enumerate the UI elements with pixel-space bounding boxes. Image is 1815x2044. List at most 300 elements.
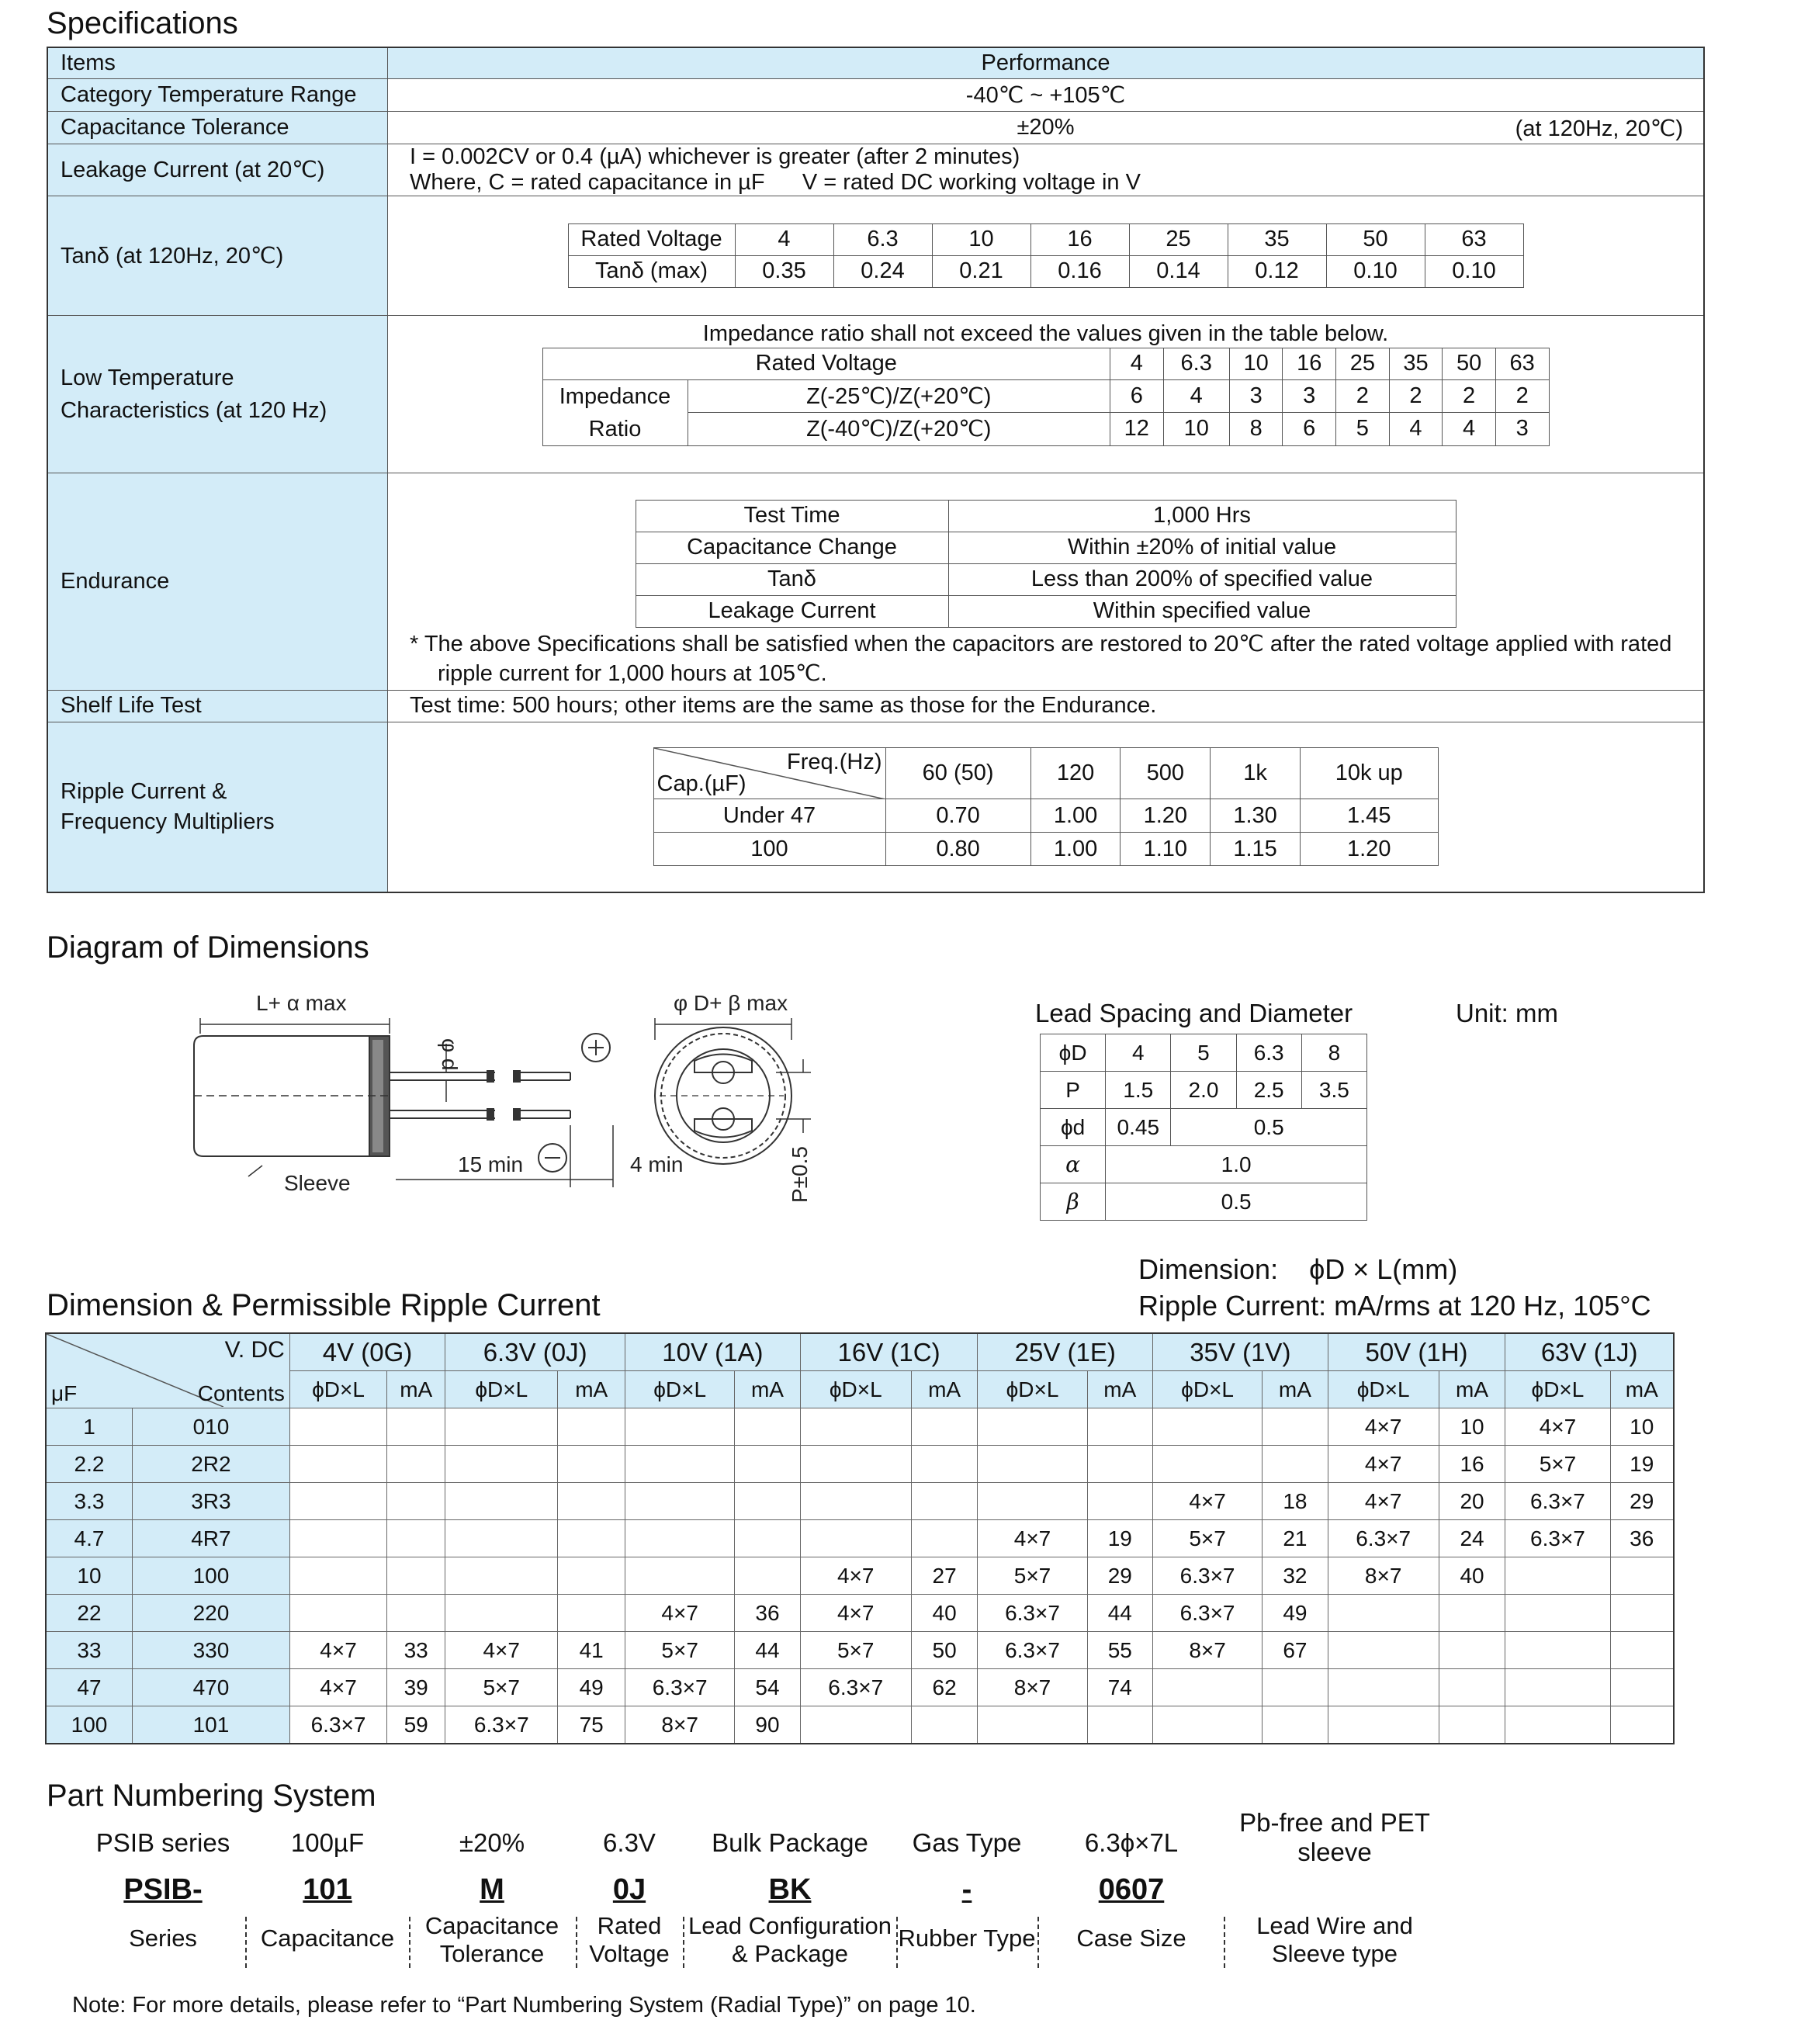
dl-cell: 6.3×7: [1328, 1520, 1439, 1557]
dl-cell: 8×7: [1328, 1557, 1439, 1595]
ripple-table-title: Dimension & Permissible Ripple Current: [47, 1288, 601, 1322]
ma-header: mA: [1610, 1371, 1674, 1408]
dl-cell: [1153, 1446, 1263, 1483]
code-cell: 101: [133, 1706, 290, 1744]
tand-voltage-2: 10: [932, 223, 1030, 255]
ma-cell: [558, 1520, 625, 1557]
ma-cell: 10: [1610, 1408, 1674, 1446]
ma-cell: [911, 1446, 978, 1483]
ma-cell: 36: [735, 1595, 800, 1632]
ripple-current-note: Ripple Current: mA/rms at 120 Hz, 105°C: [1138, 1290, 1651, 1322]
separator: [576, 1917, 577, 1968]
tand-value-0: 0.35: [735, 255, 833, 287]
dl-cell: [1153, 1706, 1263, 1744]
ma-cell: [1610, 1706, 1674, 1744]
end-cap-change-label: Capacitance Change: [636, 532, 948, 563]
lt-beta-value: 0.5: [1106, 1183, 1367, 1221]
dl-cell: 4×7: [1328, 1446, 1439, 1483]
ma-cell: [558, 1483, 625, 1520]
dl-cell: [445, 1408, 558, 1446]
code-cell: 330: [133, 1632, 290, 1669]
dl-cell: [625, 1446, 735, 1483]
dl-header: ϕD×L: [625, 1371, 735, 1408]
ma-header: mA: [911, 1371, 978, 1408]
lt-P-4: 3.5: [1301, 1072, 1366, 1109]
part-code-0: PSIB-: [123, 1873, 203, 1906]
part-desc-0: PSIB series: [95, 1828, 230, 1857]
dl-cell: 5×7: [800, 1632, 911, 1669]
dl-cell: 6.3×7: [289, 1706, 386, 1744]
endurance-cell: [388, 473, 1705, 690]
lead-spacing-table: [1040, 1034, 1367, 1221]
part-field-2: Capacitance Tolerance: [424, 1912, 559, 1967]
rm-freq-0: 60 (50): [885, 748, 1030, 799]
cap-tol-label: Capacitance Tolerance: [47, 111, 388, 144]
lt-D-8: 8: [1301, 1034, 1366, 1072]
lt-alpha-value: 1.0: [1106, 1146, 1367, 1183]
ma-cell: 75: [558, 1706, 625, 1744]
dl-cell: [978, 1408, 1087, 1446]
uf-cell: 4.7: [46, 1520, 133, 1557]
dl-cell: [800, 1706, 911, 1744]
impedance-label: Impedance: [559, 383, 671, 409]
dl-cell: 6.3×7: [978, 1595, 1087, 1632]
uf-cell: 100: [46, 1706, 133, 1744]
endurance-table: [636, 500, 1457, 628]
dl-cell: [978, 1446, 1087, 1483]
tand-value-1: 0.24: [833, 255, 932, 287]
dl-cell: [1153, 1669, 1263, 1706]
code-cell: 3R3: [133, 1483, 290, 1520]
ma-cell: 19: [1610, 1446, 1674, 1483]
dl-cell: 6.3×7: [625, 1669, 735, 1706]
ma-header: mA: [387, 1371, 445, 1408]
voltage-header-6: 50V (1H): [1328, 1333, 1505, 1371]
ma-cell: [1439, 1632, 1505, 1669]
code-cell: 2R2: [133, 1446, 290, 1483]
lt-z40-3: 6: [1283, 413, 1336, 446]
ma-cell: [735, 1408, 800, 1446]
voltage-header-4: 25V (1E): [978, 1333, 1153, 1371]
code-cell: 010: [133, 1408, 290, 1446]
dl-cell: 5×7: [1153, 1520, 1263, 1557]
uf-cell: 33: [46, 1632, 133, 1669]
tand-value-2: 0.21: [932, 255, 1030, 287]
dl-cell: 6.3×7: [1505, 1483, 1610, 1520]
rm-freq-4: 10k up: [1300, 748, 1438, 799]
dl-cell: 8×7: [625, 1706, 735, 1744]
dl-cell: 6.3×7: [445, 1706, 558, 1744]
dl-cell: 8×7: [978, 1669, 1087, 1706]
part-code-5: -: [961, 1873, 972, 1906]
ma-cell: 18: [1263, 1483, 1328, 1520]
separator: [896, 1917, 898, 1968]
lt-voltage-1: 6.3: [1163, 348, 1229, 379]
endurance-note-line2: ripple current for 1,000 hours at 105℃.: [438, 660, 827, 686]
rm-100-4: 1.20: [1300, 833, 1438, 866]
lt-alpha-label: α: [1041, 1146, 1106, 1183]
end-test-time-label: Test Time: [636, 500, 948, 532]
lt-P-label: P: [1041, 1072, 1106, 1109]
lt-z40-1: 10: [1163, 413, 1229, 446]
endurance-note-line1: * The above Specifications shall be satisfied when the capacitors are restored to 20℃ after the rated voltage applied with rated: [410, 631, 1672, 657]
lt-d-rest: 0.5: [1171, 1109, 1367, 1146]
dl-cell: 8×7: [1153, 1632, 1263, 1669]
cap-tol-cell: [388, 111, 1705, 144]
ma-cell: [1087, 1408, 1152, 1446]
part-code-4: BK: [768, 1873, 812, 1906]
ma-cell: 19: [1087, 1520, 1152, 1557]
ma-cell: [1263, 1446, 1328, 1483]
specifications-table: [47, 47, 1705, 893]
shelf-label: Shelf Life Test: [47, 690, 388, 722]
part-desc-7: Pb-free and PET sleeve: [1239, 1808, 1430, 1866]
ma-cell: 10: [1439, 1408, 1505, 1446]
lt-beta-label: β: [1041, 1183, 1106, 1221]
ripple-mult-line1: Ripple Current &: [61, 778, 227, 804]
ma-cell: [387, 1595, 445, 1632]
dl-cell: 4×7: [800, 1595, 911, 1632]
voltage-header-7: 63V (1J): [1505, 1333, 1674, 1371]
ma-cell: 16: [1439, 1446, 1505, 1483]
end-leakage-value: Within specified value: [948, 595, 1456, 627]
dl-cell: 4×7: [978, 1520, 1087, 1557]
ma-cell: 90: [735, 1706, 800, 1744]
voltage-header-2: 10V (1A): [625, 1333, 801, 1371]
dl-cell: [800, 1446, 911, 1483]
tand-value-6: 0.10: [1326, 255, 1425, 287]
lowtemp-note: Impedance ratio shall not exceed the values given in the table below.: [702, 320, 1389, 346]
contents-label: Contents: [197, 1381, 285, 1405]
dl-cell: 6.3×7: [978, 1632, 1087, 1669]
part-field-4: Lead Configuration & Package: [688, 1912, 892, 1967]
dl-cell: 4×7: [1505, 1408, 1610, 1446]
lt-D-4: 4: [1106, 1034, 1171, 1072]
lt-z40-0: 12: [1110, 413, 1163, 446]
separator: [409, 1917, 410, 1968]
lt-z25-1: 4: [1163, 379, 1229, 413]
ma-cell: 21: [1263, 1520, 1328, 1557]
uf-cell: 47: [46, 1669, 133, 1706]
dl-cell: [1328, 1669, 1439, 1706]
ma-cell: [1263, 1408, 1328, 1446]
dl-cell: [625, 1408, 735, 1446]
dl-cell: 4×7: [289, 1632, 386, 1669]
capacitor-drawing: [186, 986, 838, 1218]
ma-cell: 41: [558, 1632, 625, 1669]
lowtemp-label: [47, 315, 388, 473]
dl-header: ϕD×L: [1328, 1371, 1439, 1408]
tand-label: Tanδ (at 120Hz, 20℃): [47, 196, 388, 315]
part-field-6: Case Size: [1076, 1924, 1186, 1952]
ma-cell: [387, 1483, 445, 1520]
part-desc-5: Gas Type: [912, 1828, 1022, 1857]
lt-z40-7: 3: [1495, 413, 1549, 446]
rm-cap-under47: Under 47: [653, 799, 885, 833]
dl-cell: [1328, 1632, 1439, 1669]
uf-cell: 1: [46, 1408, 133, 1446]
tand-voltage-1: 6.3: [833, 223, 932, 255]
uf-cell: 2.2: [46, 1446, 133, 1483]
freq-label: Freq.(Hz): [787, 750, 882, 775]
z40-label: Z(-40℃)/Z(+20℃): [688, 413, 1110, 446]
dl-cell: [289, 1595, 386, 1632]
dl-cell: [800, 1520, 911, 1557]
ripple-corner-cell: [46, 1333, 289, 1408]
part-desc-4: Bulk Package: [712, 1828, 868, 1857]
min15-label: 15 min: [458, 1152, 524, 1176]
ma-cell: 40: [1439, 1557, 1505, 1595]
rm-under47-0: 0.70: [885, 799, 1030, 833]
part-field-7: Lead Wire and Sleeve type: [1256, 1912, 1413, 1967]
dl-cell: [445, 1483, 558, 1520]
dl-cell: [625, 1557, 735, 1595]
table-row: [46, 1483, 1674, 1520]
performance-header: Performance: [388, 47, 1705, 78]
voltage-header-5: 35V (1V): [1153, 1333, 1328, 1371]
rm-100-2: 1.10: [1121, 833, 1211, 866]
rm-under47-1: 1.00: [1030, 799, 1121, 833]
tand-voltage-5: 35: [1228, 223, 1326, 255]
dl-cell: 6.3×7: [1505, 1520, 1610, 1557]
ma-cell: 62: [911, 1669, 978, 1706]
uf-label: μF: [51, 1381, 78, 1405]
tand-voltage-7: 63: [1425, 223, 1523, 255]
rm-freq-3: 1k: [1211, 748, 1301, 799]
dl-cell: [445, 1446, 558, 1483]
separator: [245, 1917, 247, 1968]
unit-label: Unit: mm: [1456, 999, 1558, 1027]
part-code-6: 0607: [1098, 1873, 1165, 1906]
dl-cell: [1328, 1706, 1439, 1744]
ma-cell: [387, 1557, 445, 1595]
dl-cell: [1505, 1706, 1610, 1744]
part-note: Note: For more details, please refer to “Part Numbering System (Radial Type)” on page 10.: [72, 1993, 976, 2018]
ma-cell: [1439, 1595, 1505, 1632]
dl-cell: [289, 1483, 386, 1520]
dl-cell: 6.3×7: [1153, 1595, 1263, 1632]
table-row: [46, 1520, 1674, 1557]
dl-cell: [445, 1520, 558, 1557]
ma-cell: [735, 1483, 800, 1520]
ratio-label: Ratio: [588, 416, 642, 442]
part-code-3: 0J: [612, 1873, 646, 1906]
separator: [1037, 1917, 1039, 1968]
lt-z40-6: 4: [1443, 413, 1496, 446]
end-tand-value: Less than 200% of specified value: [948, 563, 1456, 595]
part-desc-1: 100µF: [290, 1828, 365, 1857]
dl-cell: 4×7: [289, 1669, 386, 1706]
code-cell: 100: [133, 1557, 290, 1595]
part-desc-2: ±20%: [459, 1828, 525, 1857]
rm-freq-2: 500: [1121, 748, 1211, 799]
od-beta-max-label: φ D+ β max: [674, 991, 788, 1015]
tand-voltage-6: 50: [1326, 223, 1425, 255]
ma-cell: [911, 1408, 978, 1446]
lowtemp-table: [542, 348, 1550, 446]
end-leakage-label: Leakage Current: [636, 595, 948, 627]
rm-100-1: 1.00: [1030, 833, 1121, 866]
dl-cell: 4×7: [1328, 1483, 1439, 1520]
ma-header: mA: [1263, 1371, 1328, 1408]
dl-cell: 5×7: [978, 1557, 1087, 1595]
lt-z25-5: 2: [1389, 379, 1443, 413]
dl-header: ϕD×L: [445, 1371, 558, 1408]
part-field-5: Rubber Type: [898, 1924, 1036, 1952]
cap-label: Cap.(µF): [656, 771, 746, 797]
dl-cell: [1505, 1632, 1610, 1669]
part-field-0: Series: [129, 1924, 197, 1952]
ma-cell: [911, 1706, 978, 1744]
items-header: Items: [47, 47, 388, 78]
leakage-line2: Where, C = rated capacitance in µF V = rated DC working voltage in V: [410, 169, 1141, 195]
voltage-header-0: 4V (0G): [289, 1333, 445, 1371]
impedance-ratio-label: [542, 379, 688, 445]
ma-cell: [1610, 1595, 1674, 1632]
ma-header: mA: [558, 1371, 625, 1408]
ripple-mult-table: [653, 747, 1439, 866]
dl-cell: [978, 1706, 1087, 1744]
ma-cell: 32: [1263, 1557, 1328, 1595]
lowtemp-rated-voltage-label: Rated Voltage: [542, 348, 1110, 379]
lt-voltage-7: 63: [1495, 348, 1549, 379]
ma-cell: 49: [558, 1669, 625, 1706]
dl-cell: [800, 1483, 911, 1520]
dl-cell: 4×7: [445, 1632, 558, 1669]
dl-cell: [625, 1520, 735, 1557]
rm-freq-1: 120: [1030, 748, 1121, 799]
ma-cell: [1610, 1557, 1674, 1595]
tand-cell: [388, 196, 1705, 315]
freq-cap-corner: [653, 748, 885, 799]
ma-cell: 39: [387, 1669, 445, 1706]
ma-cell: 59: [387, 1706, 445, 1744]
ma-header: mA: [1087, 1371, 1152, 1408]
ma-header: mA: [1439, 1371, 1505, 1408]
ma-cell: [558, 1557, 625, 1595]
ma-cell: 54: [735, 1669, 800, 1706]
ma-cell: [387, 1520, 445, 1557]
ma-cell: 20: [1439, 1483, 1505, 1520]
lt-z25-6: 2: [1443, 379, 1496, 413]
dl-cell: [289, 1520, 386, 1557]
dl-header: ϕD×L: [1505, 1371, 1610, 1408]
ma-cell: [1087, 1446, 1152, 1483]
ma-header: mA: [735, 1371, 800, 1408]
lt-z25-0: 6: [1110, 379, 1163, 413]
lt-P-3: 2.5: [1236, 1072, 1301, 1109]
ma-cell: 44: [1087, 1595, 1152, 1632]
lt-z40-5: 4: [1389, 413, 1443, 446]
category-temp-value: -40℃ ~ +105℃: [388, 78, 1705, 111]
dl-cell: [1505, 1557, 1610, 1595]
dl-cell: 4×7: [1153, 1483, 1263, 1520]
dl-cell: 5×7: [625, 1632, 735, 1669]
ripple-current-table: [45, 1332, 1675, 1744]
tand-table: [568, 223, 1524, 288]
lt-voltage-5: 35: [1389, 348, 1443, 379]
diagram-title: Diagram of Dimensions: [47, 930, 369, 965]
lt-P-2: 2.0: [1171, 1072, 1236, 1109]
lt-D-5: 5: [1171, 1034, 1236, 1072]
category-temp-label: Category Temperature Range: [47, 78, 388, 111]
ma-cell: 29: [1087, 1557, 1152, 1595]
dl-cell: 6.3×7: [1153, 1557, 1263, 1595]
voltage-header-1: 6.3V (0J): [445, 1333, 625, 1371]
lt-voltage-2: 10: [1229, 348, 1283, 379]
min4-label: 4 min: [630, 1152, 684, 1176]
ma-cell: [1087, 1483, 1152, 1520]
vdc-label: V. DC: [224, 1337, 285, 1363]
ma-cell: [1263, 1669, 1328, 1706]
ma-cell: [1610, 1632, 1674, 1669]
lt-d-first: 0.45: [1106, 1109, 1171, 1146]
lt-voltage-3: 16: [1283, 348, 1336, 379]
part-numbering-title: Part Numbering System: [47, 1779, 376, 1813]
lt-voltage-0: 4: [1110, 348, 1163, 379]
ma-cell: 50: [911, 1632, 978, 1669]
ma-cell: [1439, 1669, 1505, 1706]
specifications-title: Specifications: [47, 6, 238, 40]
ma-cell: [735, 1446, 800, 1483]
ma-cell: [911, 1520, 978, 1557]
dl-header: ϕD×L: [1153, 1371, 1263, 1408]
lowtemp-label-line1: Low Temperature: [61, 365, 234, 390]
tand-voltage-4: 25: [1129, 223, 1228, 255]
ma-cell: 44: [735, 1632, 800, 1669]
dl-cell: 4×7: [1328, 1408, 1439, 1446]
rm-under47-3: 1.30: [1211, 799, 1301, 833]
leakage-line1: I = 0.002CV or 0.4 (µA) whichever is greater (after 2 minutes): [410, 144, 1020, 169]
table-row: [46, 1446, 1674, 1483]
ma-cell: 74: [1087, 1669, 1152, 1706]
dl-cell: [445, 1595, 558, 1632]
table-row: [46, 1595, 1674, 1632]
table-row: [46, 1408, 1674, 1446]
code-cell: 4R7: [133, 1520, 290, 1557]
ma-cell: 67: [1263, 1632, 1328, 1669]
rm-cap-100: 100: [653, 833, 885, 866]
code-cell: 220: [133, 1595, 290, 1632]
part-desc-6: 6.3ϕ×7L: [1084, 1828, 1179, 1857]
dl-cell: [978, 1483, 1087, 1520]
tand-value-5: 0.12: [1228, 255, 1326, 287]
table-row: [46, 1706, 1674, 1744]
l-alpha-max-label: L+ α max: [256, 991, 347, 1015]
lt-phid-label: ϕd: [1041, 1109, 1106, 1146]
tand-value-7: 0.10: [1425, 255, 1523, 287]
ma-cell: 40: [911, 1595, 978, 1632]
lt-z40-4: 5: [1336, 413, 1390, 446]
tand-voltage-3: 16: [1030, 223, 1129, 255]
ma-cell: [558, 1408, 625, 1446]
table-row: [46, 1557, 1674, 1595]
dl-header: ϕD×L: [800, 1371, 911, 1408]
uf-cell: 3.3: [46, 1483, 133, 1520]
end-cap-change-value: Within ±20% of initial value: [948, 532, 1456, 563]
rm-under47-2: 1.20: [1121, 799, 1211, 833]
uf-cell: 22: [46, 1595, 133, 1632]
sleeve-label: Sleeve: [284, 1171, 351, 1195]
dl-cell: [1153, 1408, 1263, 1446]
table-row: [46, 1632, 1674, 1669]
dl-cell: 5×7: [1505, 1446, 1610, 1483]
ma-cell: 24: [1439, 1520, 1505, 1557]
part-field-1: Capacitance: [260, 1924, 395, 1952]
endurance-label: Endurance: [47, 473, 388, 690]
dl-cell: 6.3×7: [800, 1669, 911, 1706]
rm-under47-4: 1.45: [1300, 799, 1438, 833]
